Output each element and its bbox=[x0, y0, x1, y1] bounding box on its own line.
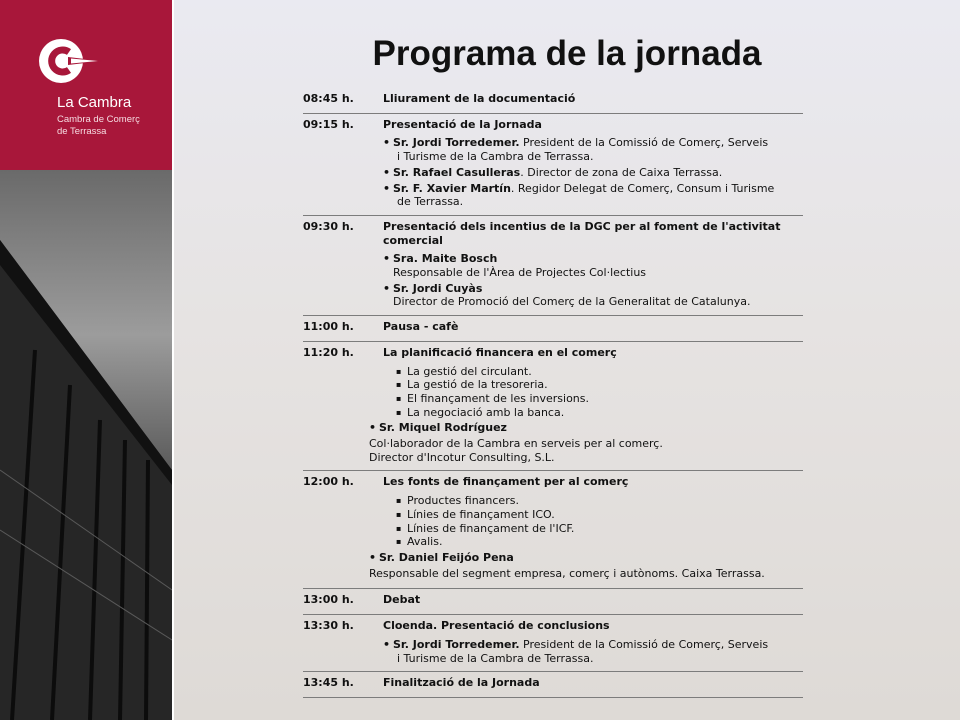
agenda-title: Debat bbox=[383, 593, 421, 607]
agenda-time: 12:00 h. bbox=[303, 475, 354, 489]
speaker-detail-line: Responsable del segment empresa, comerç i autònoms. Caixa Terrassa. bbox=[369, 566, 765, 580]
topic-item: ▪ La gestió de la tresoreria. bbox=[396, 378, 803, 392]
speaker-detail-line: Director d'Incotur Consulting, S.L. bbox=[369, 450, 555, 464]
speaker-item bbox=[383, 252, 803, 279]
agenda-title: Cloenda. Presentació de conclusions bbox=[383, 619, 610, 633]
building-photo-drawing bbox=[0, 170, 172, 720]
agenda-title: La planificació financera en el comerç bbox=[383, 345, 617, 359]
page-title: Programa de la jornada bbox=[372, 34, 762, 73]
speaker-name: Sra. Maite Bosch bbox=[393, 252, 498, 266]
agenda-title: Presentació dels incentius de la DGC per al foment de l'activitat comercial bbox=[383, 219, 781, 247]
brand-subtitle-line1: Cambra de Comerç bbox=[57, 114, 140, 125]
speaker-item bbox=[369, 421, 803, 435]
agenda-title: Finalització de la Jornada bbox=[383, 676, 540, 690]
agenda-row bbox=[303, 320, 803, 341]
agenda-row bbox=[303, 619, 803, 672]
building-photo bbox=[0, 170, 172, 720]
agenda-time: 11:00 h. bbox=[303, 320, 354, 334]
agenda-time: 09:30 h. bbox=[303, 219, 354, 233]
topic-list bbox=[396, 494, 803, 549]
speaker-item bbox=[383, 166, 803, 180]
agenda-row bbox=[303, 346, 803, 471]
agenda-row bbox=[303, 475, 803, 588]
speaker-role: President de la Comissió de Comerç, Serveis bbox=[519, 136, 769, 150]
speaker-name: Sr. Rafael Casulleras bbox=[393, 165, 521, 179]
speaker-name: Sr. Jordi Torredemer. bbox=[393, 136, 520, 150]
speaker-item bbox=[369, 551, 803, 565]
topic-item: ▪ El finançament de les inversions. bbox=[396, 392, 803, 406]
topic-list bbox=[396, 365, 803, 420]
speaker-name: Sr. Miquel Rodríguez bbox=[379, 421, 507, 435]
brand-panel bbox=[0, 0, 172, 170]
speaker-list bbox=[369, 421, 803, 435]
speaker-role: President de la Comissió de Comerç, Serveis bbox=[519, 637, 769, 651]
agenda-row bbox=[303, 92, 803, 113]
speaker-role: . Director de zona de Caixa Terrassa. bbox=[520, 165, 723, 179]
agenda-title: Lliurament de la documentació bbox=[383, 92, 576, 105]
brand-name: La Cambra bbox=[57, 94, 132, 111]
agenda-row bbox=[303, 220, 803, 316]
speaker-role-cont: i Turisme de la Cambra de Terrassa. bbox=[397, 150, 594, 164]
agenda-time: 08:45 h. bbox=[303, 92, 354, 105]
speaker-item bbox=[383, 282, 803, 309]
agenda-title: Les fonts de finançament per al comerç bbox=[383, 475, 629, 489]
topic-item: ▪ Línies de finançament ICO. bbox=[396, 508, 803, 522]
topic-item: ▪ La negociació amb la banca. bbox=[396, 406, 803, 420]
speaker-detail-line: Col·laborador de la Cambra en serveis per al comerç. bbox=[369, 437, 663, 451]
agenda-row bbox=[303, 676, 803, 697]
speaker-name: Sr. F. Xavier Martín bbox=[393, 181, 511, 195]
speaker-role: . Regidor Delegat de Comerç, Consum i Turisme bbox=[510, 181, 775, 195]
agenda-table bbox=[303, 92, 803, 702]
speaker-list bbox=[383, 252, 803, 309]
speaker-item bbox=[383, 182, 803, 209]
agenda-time: 09:15 h. bbox=[303, 117, 354, 131]
speaker-role-cont: Responsable de l'Àrea de Projectes Col·lectius bbox=[393, 266, 647, 280]
agenda-time: 13:45 h. bbox=[303, 676, 354, 690]
speaker-list bbox=[383, 638, 803, 665]
speaker-item bbox=[383, 136, 803, 163]
cambra-logo-icon bbox=[38, 38, 102, 88]
speaker-list bbox=[369, 551, 803, 565]
agenda-title: Pausa - cafè bbox=[383, 320, 459, 334]
speaker-name: Sr. Daniel Feijóo Pena bbox=[379, 550, 514, 564]
agenda-title: Presentació de la Jornada bbox=[383, 117, 542, 131]
speaker-role-cont: Director de Promoció del Comerç de la Generalitat de Catalunya. bbox=[393, 295, 751, 309]
speaker-list bbox=[383, 136, 803, 209]
topic-item: ▪ Productes financers. bbox=[396, 494, 803, 508]
brand-subtitle-line2: de Terrassa bbox=[57, 126, 107, 137]
sidebar bbox=[0, 0, 172, 720]
speaker-name: Sr. Jordi Cuyàs bbox=[393, 281, 483, 295]
topic-item: ▪ Línies de finançament de l'ICF. bbox=[396, 522, 803, 536]
speaker-name: Sr. Jordi Torredemer. bbox=[393, 637, 520, 651]
agenda-time: 13:30 h. bbox=[303, 619, 354, 633]
agenda-row bbox=[303, 118, 803, 216]
agenda-row bbox=[303, 593, 803, 614]
speaker-item bbox=[383, 638, 803, 665]
topic-item: ▪ Avalis. bbox=[396, 535, 803, 549]
speaker-role-cont: i Turisme de la Cambra de Terrassa. bbox=[397, 651, 594, 665]
speaker-details bbox=[369, 437, 803, 464]
speaker-details bbox=[369, 567, 803, 581]
speaker-role-cont: de Terrassa. bbox=[397, 195, 464, 209]
agenda-time: 13:00 h. bbox=[303, 593, 354, 607]
topic-item: ▪ La gestió del circulant. bbox=[396, 365, 803, 379]
agenda-time: 11:20 h. bbox=[303, 345, 354, 359]
